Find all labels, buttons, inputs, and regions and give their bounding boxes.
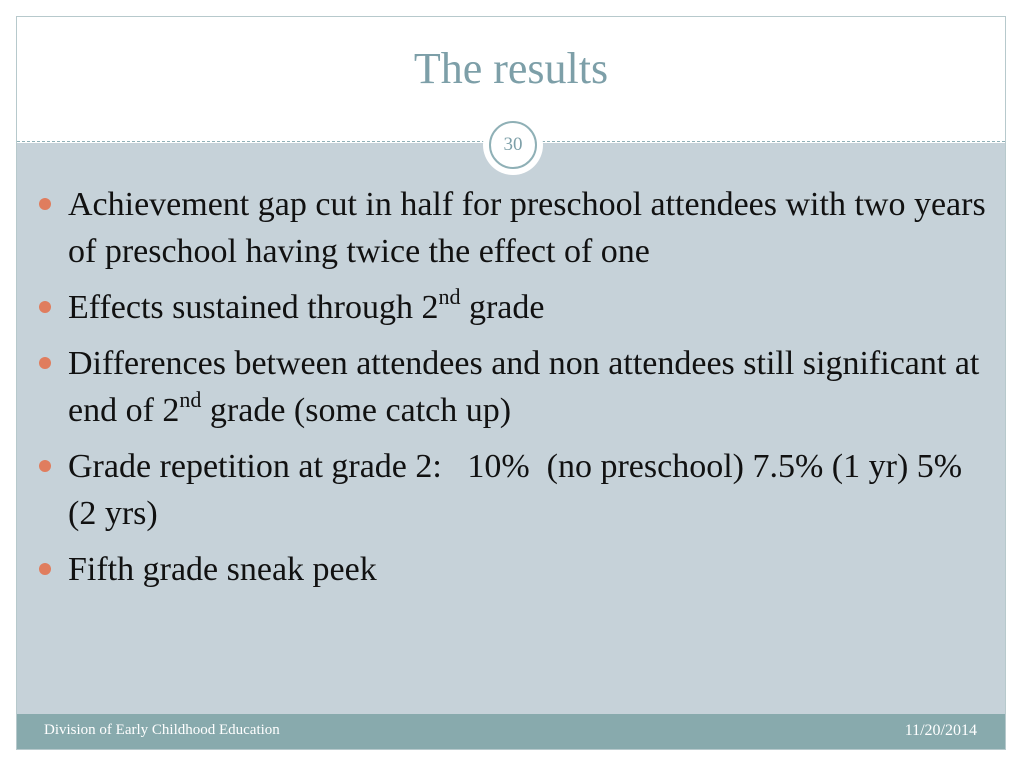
- footer-date: 11/20/2014: [904, 722, 977, 739]
- page-number: 30: [503, 134, 523, 155]
- bullet-text-part: Effects sustained through 2: [68, 289, 439, 326]
- bullet-text: Fifth grade sneak peek: [68, 551, 377, 588]
- bullet-text-part: Differences between attendees and non attendees still significant at end of 2: [68, 345, 980, 429]
- footer-organization: Division of Early Childhood Education: [44, 722, 280, 738]
- slide: [16, 16, 1006, 750]
- bullet-text: Grade repetition at grade 2: 10% (no preschool) 7.5% (1 yr) 5% (2 yrs): [68, 448, 971, 532]
- bullet-dot-icon: [39, 198, 51, 210]
- bullet-list: [37, 181, 987, 602]
- page-number-badge: [489, 121, 537, 169]
- footer-bar: [17, 714, 1005, 749]
- bullet-item: [37, 284, 987, 331]
- bullet-item: [37, 546, 987, 593]
- bullet-text-part: grade (some catch up): [201, 392, 512, 429]
- bullet-dot-icon: [39, 563, 51, 575]
- bullet-text-part: grade: [460, 289, 545, 326]
- ordinal-suffix: nd: [438, 283, 461, 309]
- bullet-dot-icon: [39, 357, 51, 369]
- bullet-dot-icon: [39, 301, 51, 313]
- bullet-text: Achievement gap cut in half for preschool attendees with two years of preschool having twice the effect of one: [68, 186, 986, 270]
- bullet-item: [37, 340, 987, 434]
- slide-title: The results: [413, 44, 609, 93]
- bullet-item: [37, 443, 987, 537]
- bullet-dot-icon: [39, 460, 51, 472]
- ordinal-suffix: nd: [179, 386, 202, 412]
- bullet-item: [37, 181, 987, 275]
